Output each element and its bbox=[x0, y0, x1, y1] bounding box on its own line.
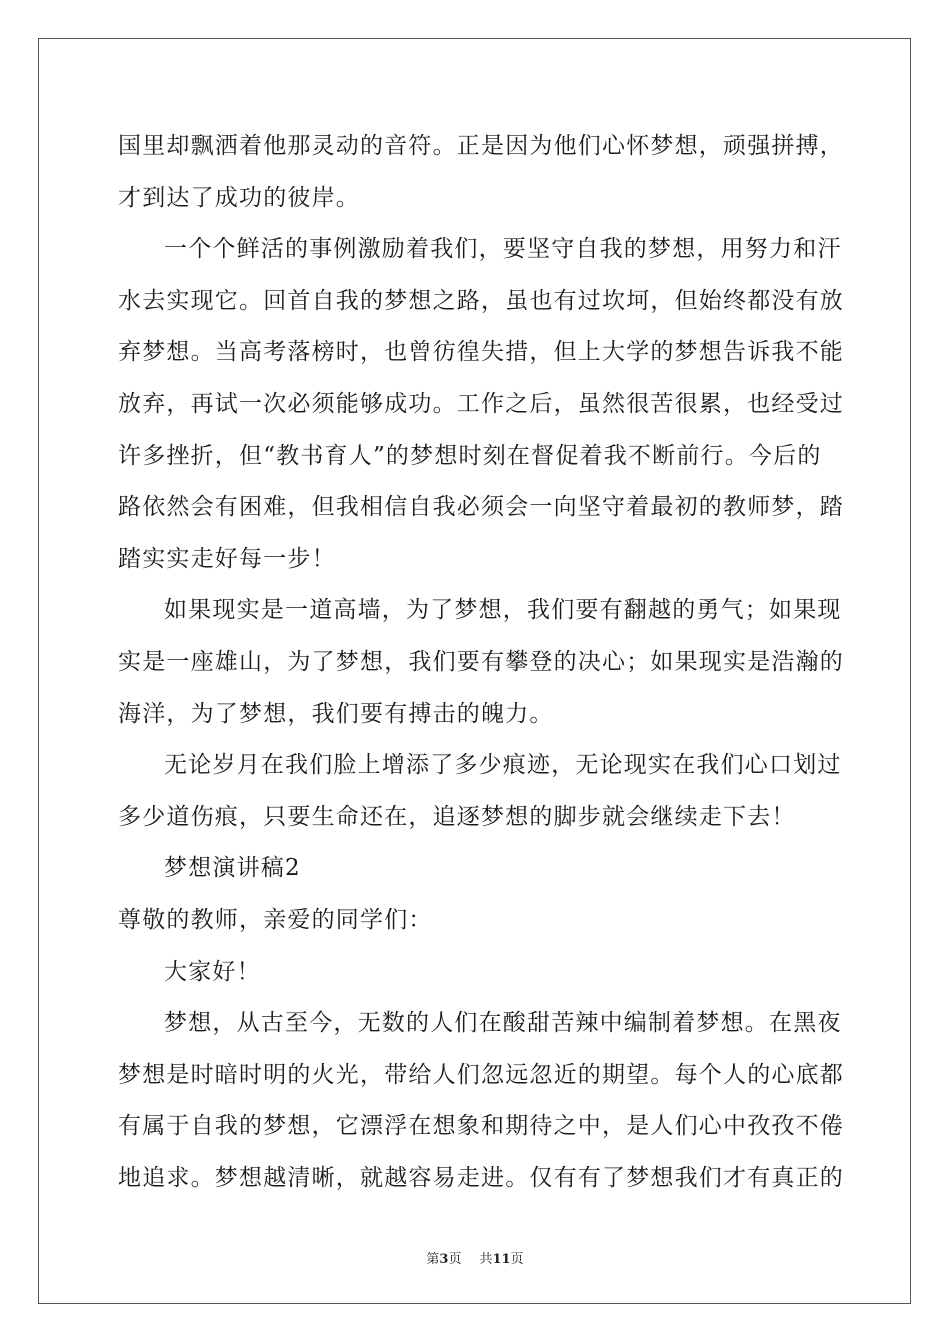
text-line: 多少道伤痕，只要生命还在，追逐梦想的脚步就会继续走下去！ bbox=[118, 803, 796, 830]
salutation: 尊敬的教师，亲爱的同学们： bbox=[118, 906, 433, 933]
section-title: 梦想演讲稿2 bbox=[164, 855, 301, 882]
greeting: 大家好！ bbox=[164, 958, 261, 985]
text-line: 放弃，再试一次必须能够成功。工作之后，虽然很苦很累，也经受过 bbox=[118, 390, 844, 417]
text-line: 实是一座雄山，为了梦想，我们要有攀登的决心；如果现实是浩瀚的 bbox=[118, 648, 844, 675]
text-line: 一个个鲜活的事例激励着我们，要坚守自我的梦想，用努力和汗 bbox=[164, 236, 842, 263]
text-line: 国里却飘洒着他那灵动的音符。正是因为他们心怀梦想，顽强拼搏， bbox=[118, 133, 844, 159]
document-body bbox=[118, 128, 844, 1211]
text-line: 无论岁月在我们脸上增添了多少痕迹，无论现实在我们心口划过 bbox=[164, 752, 842, 779]
page-footer bbox=[0, 1248, 950, 1267]
text-line: 梦想是时暗时明的火光，带给人们忽远忽近的期望。每个人的心底都 bbox=[118, 1061, 844, 1088]
page-suffix: 页 bbox=[448, 1252, 462, 1267]
text-line: 地追求。梦想越清晰，就越容易走进。仅有有了梦想我们才有真正的 bbox=[118, 1164, 844, 1191]
text-line: 海洋，为了梦想，我们要有搏击的魄力。 bbox=[118, 700, 554, 727]
text-line: 踏实实走好每一步！ bbox=[118, 545, 336, 572]
page-prefix: 第 bbox=[426, 1252, 440, 1267]
text-line: 如果现实是一道高墙，为了梦想，我们要有翻越的勇气；如果现 bbox=[164, 597, 842, 624]
text-line: 梦想，从古至今，无数的人们在酸甜苦辣中编制着梦想。在黑夜 bbox=[164, 1010, 842, 1037]
total-pages-number: 11 bbox=[492, 1252, 511, 1267]
total-prefix: 共 bbox=[479, 1252, 493, 1267]
text-line: 弃梦想。当高考落榜时，也曾彷徨失措，但上大学的梦想告诉我不能 bbox=[118, 339, 844, 366]
current-page-number: 3 bbox=[439, 1252, 449, 1267]
text-line: 水去实现它。回首自我的梦想之路，虽也有过坎坷，但始终都没有放 bbox=[118, 287, 844, 314]
text-line: 才到达了成功的彼岸。 bbox=[118, 184, 360, 211]
text-line: 有属于自我的梦想，它漂浮在想象和期待之中，是人们心中孜孜不倦 bbox=[118, 1113, 844, 1140]
text-line: 路依然会有困难，但我相信自我必须会一向坚守着最初的教师梦，踏 bbox=[118, 494, 844, 521]
total-suffix: 页 bbox=[510, 1252, 524, 1267]
text-line: 许多挫折，但“教书育人”的梦想时刻在督促着我不断前行。今后的 bbox=[118, 442, 822, 469]
